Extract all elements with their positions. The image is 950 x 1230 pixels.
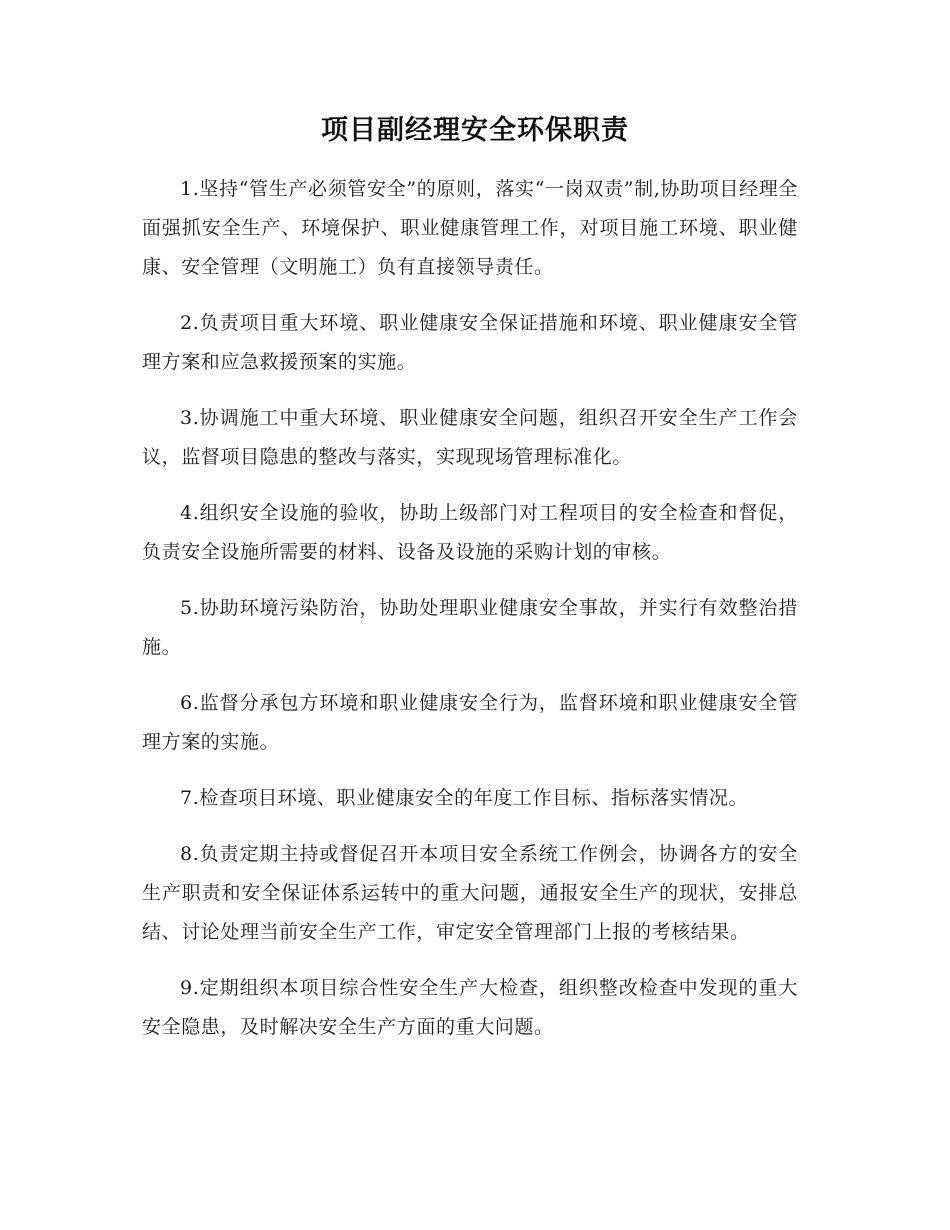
paragraph-1: 1.坚持“管生产必须管安全”的原则，落实“一岗双责”制,协助项目经理全面强抓安全生产、环境保护、职业健康管理工作，对项目施工环境、职业健康、安全管理（文明施工）负有直接领导责任。 xyxy=(142,178,798,278)
paragraph-7: 7.检查项目环境、职业健康安全的年度工作目标、指标落实情况。 xyxy=(180,787,749,809)
paragraph-3: 3.协调施工中重大环境、职业健康安全问题，组织召开安全生产工作会议，监督项目隐患的整改与落实，实现现场管理标准化。 xyxy=(142,407,798,468)
paragraph-9: 9.定期组织本项目综合性安全生产大检查，组织整改检查中发现的重大安全隐患，及时解决安全生产方面的重大问题。 xyxy=(142,977,798,1038)
paragraph-4: 4.组织安全设施的验收，协助上级部门对工程项目的安全检查和督促，负责安全设施所需要的材料、设备及设施的采购计划的审核。 xyxy=(142,502,798,563)
document-title: 项目副经理安全环保职责 xyxy=(321,115,629,146)
paragraph-2: 2.负责项目重大环境、职业健康安全保证措施和环境、职业健康安全管理方案和应急救援预案的实施。 xyxy=(142,312,798,373)
paragraph-5: 5.协助环境污染防治，协助处理职业健康安全事故，并实行有效整治措施。 xyxy=(142,597,798,658)
paragraph-8: 8.负责定期主持或督促召开本项目安全系统工作例会，协调各方的安全生产职责和安全保证体系运转中的重大问题，通报安全生产的现状，安排总结、讨论处理当前安全生产工作，审定安全管理部门上报的考核结果。 xyxy=(142,843,798,943)
paragraph-6: 6.监督分承包方环境和职业健康安全行为，监督环境和职业健康安全管理方案的实施。 xyxy=(142,692,798,753)
document-body xyxy=(142,170,798,1064)
